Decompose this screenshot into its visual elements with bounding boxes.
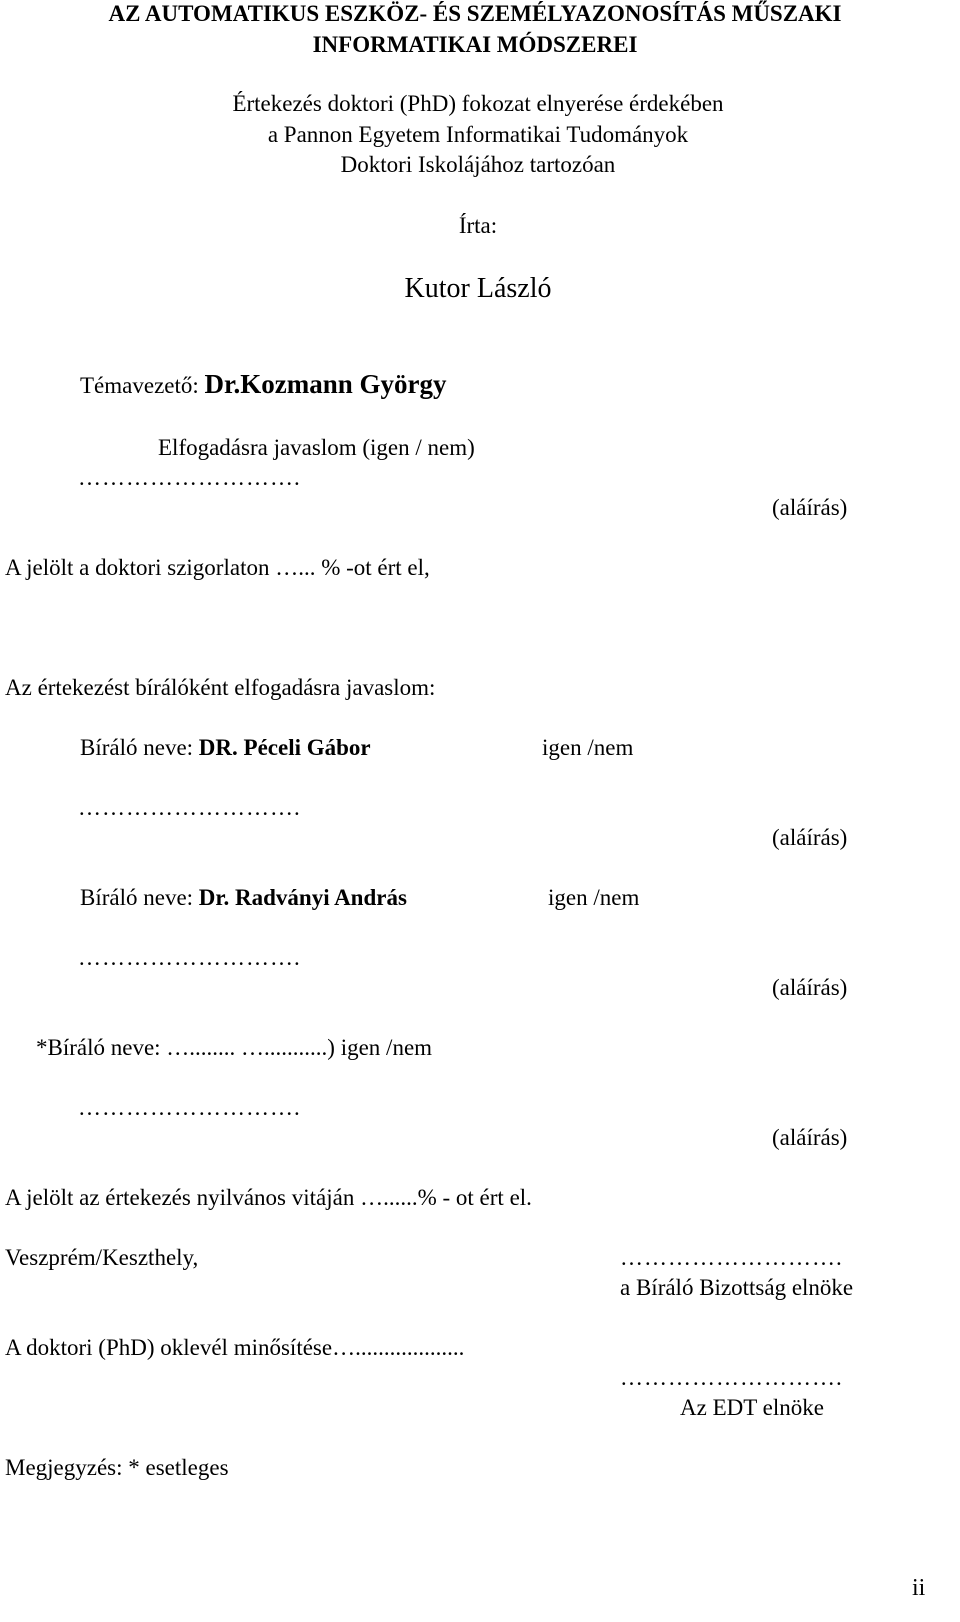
reviewer-name: DR. Péceli Gábor [198,735,371,760]
supervisor-line [80,370,447,400]
exam-result: A jelölt a doktori szigorlaton …... % -ot ért el, [5,555,430,580]
subtitle-line2: a Pannon Egyetem Informatikai Tudományok [267,122,689,147]
reviewer-2-signature-label: (aláírás) [772,975,848,1000]
subtitle-line1: Értekezés doktori (PhD) fokozat elnyerése érdekében [232,91,724,116]
author-name: Kutor László [404,273,552,304]
supervisor-signature-dots: ………………………. [78,465,301,490]
optional-reviewer-signature-dots: ………………………. [78,1095,301,1120]
page-number: ii [912,1575,926,1601]
reviewers-intro: Az értekezést bírálóként elfogadásra javaslom: [5,675,436,700]
reviewer-name: Dr. Radványi András [198,885,407,910]
supervisor-name: Dr.Kozmann György [204,369,447,399]
edt-chair-dots: ………………………. [620,1365,843,1390]
diploma-rating: A doktori (PhD) oklevél minősítése…................... [5,1335,465,1360]
footnote: Megjegyzés: * esetleges [5,1455,229,1480]
optional-reviewer: *Bíráló neve: …........ …...........) igen /nem [36,1035,433,1060]
reviewer-1-signature-label: (aláírás) [772,825,848,850]
document-title-line2: INFORMATIKAI MÓDSZEREI [312,32,638,57]
subtitle-line3: Doktori Iskolájához tartozóan [340,152,616,177]
reviewer-2-signature-dots: ………………………. [78,945,301,970]
place-date: Veszprém/Keszthely, [5,1245,199,1270]
document-title-line1: AZ AUTOMATIKUS ESZKÖZ- ÉS SZEMÉLYAZONOSÍTÁS MŰSZAKI [108,1,842,26]
author-label: Írta: [458,213,498,238]
edt-chair-role: Az EDT elnöke [680,1395,824,1420]
reviewer-2 [80,884,407,912]
reviewer-1 [80,734,371,762]
reviewer-label: Bíráló neve: [80,735,199,760]
reviewer-2-choice: igen /nem [548,885,640,910]
supervisor-signature-label: (aláírás) [772,495,848,520]
defense-result: A jelölt az értekezés nyilvános vitáján …......% - ot ért el. [5,1185,532,1210]
committee-chair-role: a Bíráló Bizottság elnöke [620,1275,854,1300]
committee-chair-dots: ………………………. [620,1245,843,1270]
supervisor-recommend: Elfogadásra javaslom (igen / nem) [158,435,475,460]
optional-reviewer-signature-label: (aláírás) [772,1125,848,1150]
reviewer-1-choice: igen /nem [542,735,634,760]
reviewer-1-signature-dots: ………………………. [78,795,301,820]
reviewer-label: Bíráló neve: [80,885,199,910]
supervisor-label: Témavezető: [80,373,205,398]
